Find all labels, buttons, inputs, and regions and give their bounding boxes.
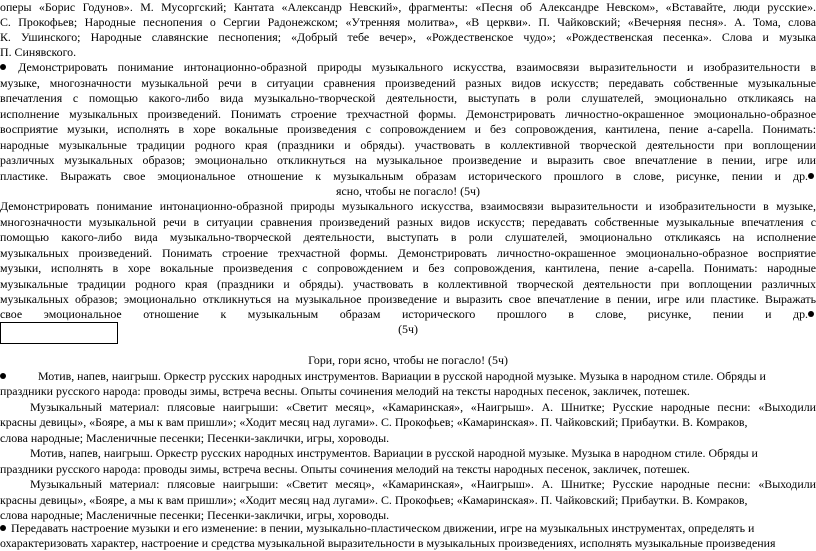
line-text: свое эмоциональное отношение к музыкальным образам исторического прошлого в слове, рисунке, пении и др.: [0, 307, 808, 321]
text-line: музыке, многозначности музыкальной речи в ситуации сравнения произведений разных видов искусств; передавать собственные музыкальные: [0, 76, 816, 90]
text-line: слова народные; Масленичные песенки; Песенки-заклички, игры, хороводы.: [0, 431, 390, 445]
text-line: впечатления с помощью какого-либо вида музыкально-творческой деятельности, выступать в роли слушателей, эмоционально откликаясь на: [0, 91, 816, 105]
section-heading: Гори, гори ясно, чтобы не погасло! (5ч): [308, 353, 508, 367]
bullet-icon: [0, 373, 6, 379]
text-line: Музыкальный материал: плясовые наигрыши: «Светит месяц», «Камаринская», «Наигрыш». А. Шнитке; Русские народные песни: «Выходили: [30, 477, 816, 491]
text-line: [0, 521, 816, 536]
text-line: музыкальных образов; эмоционально откликнуться на музыкальное произведение и выразить свое впечатление в пении, игре или пластике. Выражать: [0, 292, 816, 306]
text-line: праздники русского народа: проводы зимы, встреча весны. Опыты сочинения мелодий на тексты народных песенок, закличек, потешек.: [0, 384, 690, 398]
text-line: слова народные; Масленичные песенки; Песенки-заклички, игры, хороводы.: [0, 508, 390, 522]
text-line: восприятие музыки, исполнять в хоре вокальные произведения с сопровождением и без сопровождения, кантилена, пение а-capella. Понимать:: [0, 122, 816, 136]
text-line: К. Ушинского; Народные славянские песнопения; «Добрый тебе вечер», «Рождественское чудо»; «Рождественская песенка». Слова и музыка: [0, 30, 816, 44]
text-line: Мотив, напев, наигрыш. Оркестр русских народных инструментов. Вариации в русской народной музыке. Музыка в народном стиле. Обряды и: [30, 446, 758, 460]
section-heading: ясно, чтобы не погасло! (5ч): [336, 184, 480, 198]
text-line: красны девицы», «Бояре, а мы к вам пришли»; «Ходит месяц над лугами». С. Прокофьев; «Камаринская». П. Чайковский; Прибаутки. В. Комраков,: [0, 415, 748, 429]
empty-table-cell: [0, 322, 118, 344]
line-text: пластике. Выражать свое эмоциональное отношение к музыкальным образам исторического прошлого в слове, рисунке, пении и др.: [0, 169, 808, 183]
text-line: праздники русского народа: проводы зимы, встреча весны. Опыты сочинения мелодий на тексты народных песенок, закличек, потешек.: [0, 462, 690, 476]
text-line: С. Прокофьев; Народные песнопения о Сергии Радонежском; «Утренняя молитва», «В церкви». П. Чайковский; «Вечерняя песня». А. Тома, слова: [0, 15, 816, 29]
text-line: народные музыкальные традиции родного края (праздники и обряды). участвовать в коллективной творческой деятельности при воплощении: [0, 138, 816, 152]
bullet-text: Мотив, напев, наигрыш. Оркестр русских народных инструментов. Вариации в русской народной музыке. Музыка в народном стиле. Обряды и: [38, 369, 766, 383]
text-line: музыки, исполнять в хоре вокальные произведения с сопровождением и без сопровождения, кантилена, пение а-capella. Понимать: народные: [0, 261, 816, 275]
text-line: [0, 369, 816, 384]
text-line: многозначности музыкальной речи в ситуации сравнения произведений разных видов искусств; передавать собственные музыкальные впечатления с: [0, 215, 816, 229]
bullet-text: Передавать настроение музыки и его изменение: в пении, музыкально-пластическом движении, игре на музыкальных инструментах, определять и: [10, 521, 755, 535]
bullet-icon: [0, 525, 6, 531]
text-line: помощью какого-либо вида музыкально-творческой деятельности, выступать в роли слушателей, эмоционально откликаясь на исполнение: [0, 230, 816, 244]
bullet-icon: [808, 311, 814, 317]
bullet-text: Демонстрировать понимание интонационно-образной природы музыкального искусства, взаимосвязи выразительности и изобразительности в: [18, 60, 816, 74]
text-line: оперы «Борис Годунов». М. Мусоргский; Кантата «Александр Невский», фрагменты: «Песня об Александре Невском», «Вставайте, люди русские».: [0, 0, 816, 14]
text-line: музыкальных произведений. Понимать строение трехчастной формы. Демонстрировать личностно-окрашенное эмоционально-образное восприятие: [0, 246, 816, 260]
text-line: [0, 169, 816, 184]
text-line: Демонстрировать понимание интонационно-образной природы музыкального искусства, взаимосвязи выразительности и изобразительности в музыке,: [0, 199, 816, 213]
text-line: [0, 307, 816, 322]
text-line: исполнение музыкальных произведений. Понимать строение трехчастной формы. Демонстрировать личностно-окрашенное эмоционально-образное: [0, 107, 816, 121]
text-line: музыкальные традиции родного края (праздники и обряды). участвовать в коллективной творческой деятельности при воплощении различных: [0, 277, 816, 291]
text-line: [0, 60, 816, 75]
bullet-icon: [0, 64, 6, 70]
text-line: Музыкальный материал: плясовые наигрыши: «Светит месяц», «Камаринская», «Наигрыш». А. Шнитке; Русские народные песни: «Выходили: [30, 400, 816, 414]
bullet-icon: [808, 173, 814, 179]
text-line: красны девицы», «Бояре, а мы к вам пришли»; «Ходит месяц над лугами». С. Прокофьев; «Камаринская». П. Чайковский; Прибаутки. В. Комраков,: [0, 493, 748, 507]
text-line: охарактеризовать характер, настроение и средства музыкальной выразительности в музыкальных произведениях, исполнять музыкальные произведения: [0, 536, 776, 550]
text-line: П. Синявского.: [0, 45, 77, 59]
text-line: различных музыкальных образов; эмоционально откликнуться на музыкальное произведение и выразить свое впечатление в пении, игре или: [0, 153, 816, 167]
hours-label: (5ч): [398, 322, 418, 336]
